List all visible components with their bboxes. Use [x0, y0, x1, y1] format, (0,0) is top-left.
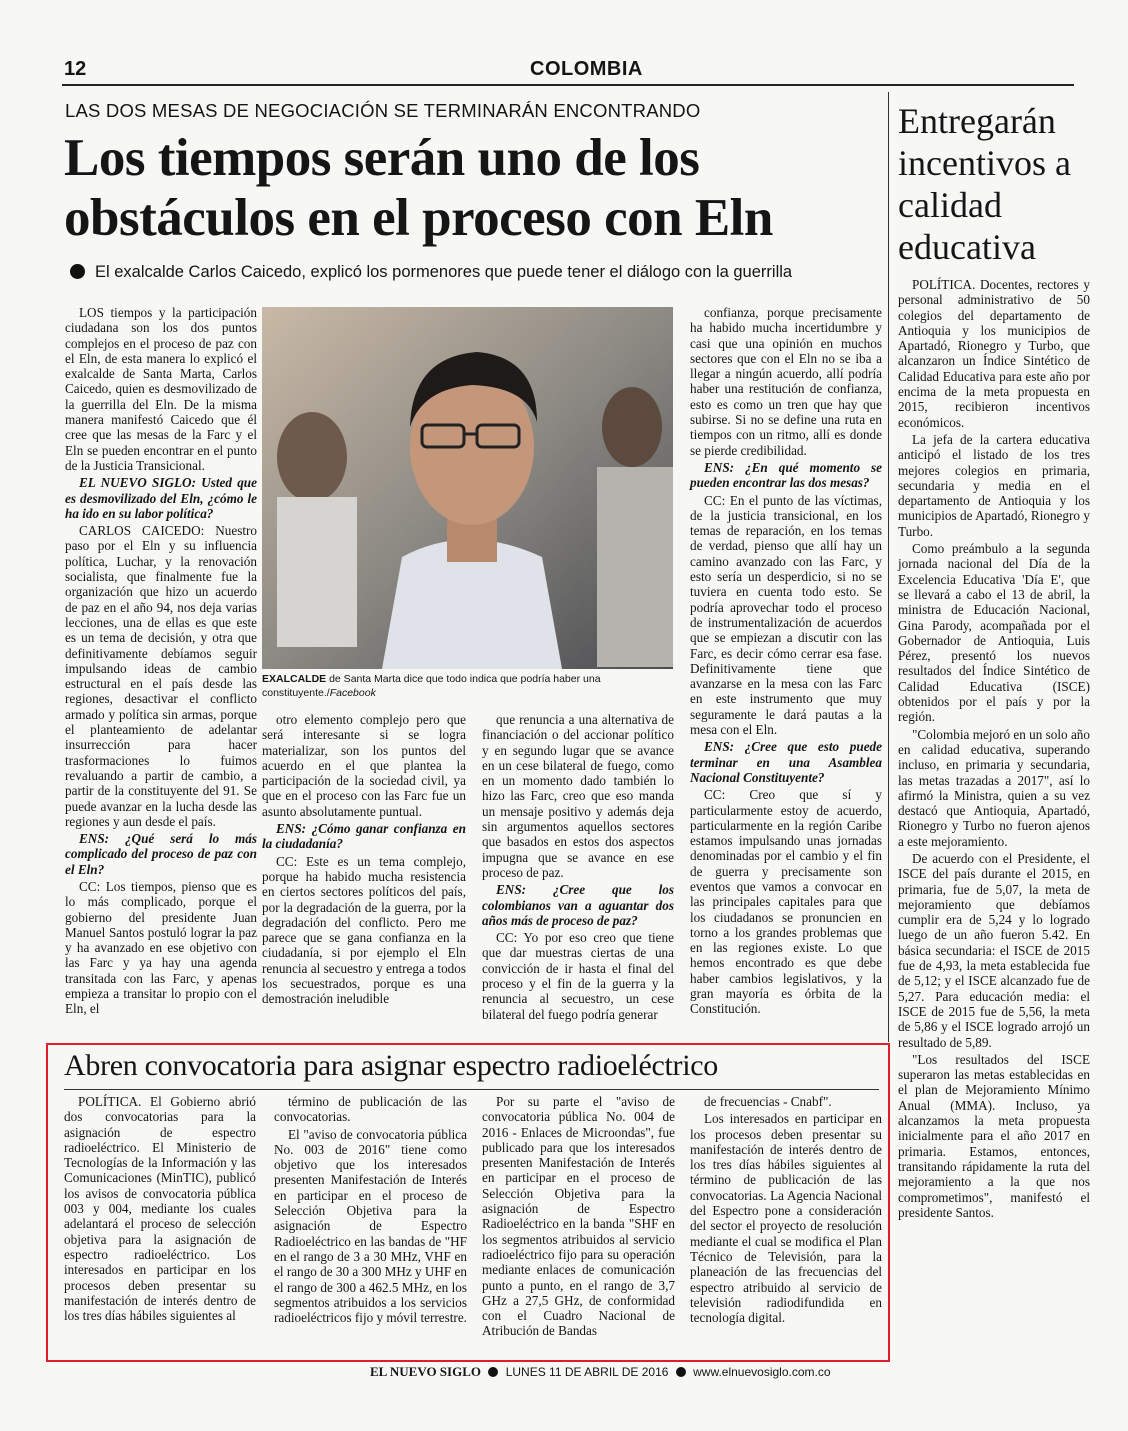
box-column-2 — [274, 1094, 467, 1327]
article-deck — [70, 263, 885, 282]
interview-question: EL NUEVO SIGLO: Usted que es desmovilizado del Eln, ¿cómo le ha ido en su labor política? — [65, 475, 257, 521]
caption-text: de Santa Marta dice que todo indica que podría haber una constituyente./ — [262, 673, 601, 699]
paragraph: El "aviso de convocatoria pública No. 003 de 2016" tiene como objetivo que los interesados presenten Manifestación de Interés en participar en el proceso de Selección Objetiva para la asignación de Espectro Radioeléctrico en las bandas de "HF en el rango de 3 a 30 MHz, VHF en el rango de 30 a 300 MHz y UHF en el rango de 300 a 462.5 MHz, en los segmentos atribuidos a los servicios radioeléctricos fijo y móvil terrestre. — [274, 1126, 468, 1326]
interview-question: ENS: ¿En qué momento se pueden encontrar las dos mesas? — [690, 459, 882, 491]
article-paragraph: CC: En el punto de las víctimas, de la justicia transicional, en los temas de reparación, en los temas de verdad, pienso que allí hay un camino avanzado con las Farc, y esto sería un desperdicio, si no se tuviera en cuenta todo esto. Se podría aprovechar todo el proceso de instrumentalización de acuerdos que se empiezan a discutir con las Farc, es decir cómo cerrar esa fase. Definitivamente tiene que avanzarse en la mesa con las Farc en este instrumento que muy seguramente le dará pautas a la mesa con el Eln. — [690, 492, 882, 738]
article-paragraph: que renuncia a una alternativa de financiación o del accionar político y en segundo lugar que se avance en un cese bilateral de fuego, como en un momento dado también lo hizo las Farc, creo que eso manda un mensaje positivo y además deja sin argumentos aquellos sectores que basados en estos dos aspectos impugna que se avance en ese proceso de paz. — [482, 712, 674, 880]
interview-question: ENS: ¿Cree que los colombianos van a aguantar dos años más de proceso de paz? — [482, 882, 674, 928]
article-headline: Los tiempos serán uno de los obstáculos en el proceso con Eln — [64, 129, 773, 247]
caption-credit: Facebook — [329, 687, 376, 699]
paragraph: término de publicación de las convocatorias. — [274, 1094, 467, 1125]
article-paragraph: CC: Los tiempos, pienso que es lo más complicado, porque el gobierno del presidente Juan Manuel Santos postuló lograr la paz y ha avanzado en ese objetivo con las Farc y ya hay una agenda transitada con las Farc, y apenas empieza a transitar lo propio con el Eln, el — [65, 878, 257, 1017]
article-kicker: LAS DOS MESAS DE NEGOCIACIÓN SE TERMINARÁN ENCONTRANDO — [65, 100, 701, 121]
box-paragraph: Por su parte el "aviso de convocatoria pública No. 004 de 2016 - Enlaces de Microondas", fue publicado para que los interesados presenten Manifestación de Interés en participar en el proceso de Selección Objetiva para la asignación de Espectro Radioeléctrico en la banda "SHF en los segmentos atribuidos al servicio radioeléctrico fijo para su operación mediante enlaces de comunicación punto a punto, en el rango de 3,7 GHz a 27,5 GHz, de conformidad con el Cuadro Nacional de Atribución de Bandas — [482, 1094, 675, 1339]
paragraph: "Colombia mejoró en un solo año en calidad educativa, superando incluso, en primaria y secundaria, las metas trazadas a 2017", así lo afirmó la Ministra, quien a su vez destacó que Antioquia, Apartadó, Rionegro y Turbo no fueron ajenos a este mejoramiento. — [898, 726, 1090, 849]
section-title: COLOMBIA — [530, 58, 643, 80]
box-column-3 — [482, 1094, 675, 1341]
article-column-4 — [690, 305, 882, 1019]
article-paragraph: CC: Yo por eso creo que tiene que dar muestras ciertas de una convicción de ir hasta el final del proceso y el fin de la guerra y la renuncia al secuestro, un cese bilateral del fuego podría generar — [482, 930, 674, 1022]
sidebar-body — [898, 277, 1090, 1222]
article-photo — [262, 307, 673, 669]
box-headline: Abren convocatoria para asignar espectro radioeléctrico — [64, 1049, 718, 1082]
footer — [370, 1364, 831, 1380]
footer-url: www.elnuevosiglo.com.co — [693, 1365, 831, 1379]
article-paragraph: confianza, porque precisamente ha habido mucha incertidumbre y casi que una opinión en muchos sectores que con el Eln no se iba a llegar a ningún acuerdo, allí podría haber una restitución de confianza, esto es como un tren que hay que subirse. Si no se define una ruta en tiempos con un ritmo, allí es donde se pierde credibilidad. — [690, 305, 882, 458]
article-paragraph: CC: Este es un tema complejo, porque ha habido mucha resistencia en ciertos sectores políticos del país, por la degradación de la guerra, por la degradación del conflicto. Pero me parece que se gana confianza en la ciudadanía, si por ejemplo el Eln renuncia al secuestro y entrega a todos los secuestrados, porque es una demostración ineludible — [262, 853, 466, 1007]
interview-question: ENS: ¿Cómo ganar confianza en la ciudadanía? — [262, 821, 466, 852]
article-paragraph: CC: Creo que sí y particularmente estoy de acuerdo, particularmente en la región Caribe estamos impulsando unas jornadas denominadas por el cambio y el fin de guerra y precisamente son eventos que vamos a convocar en las principales capitales para que los ciudadanos se pronuncien en torno a los grandes problemas que en las regiones existe. Lo que hemos encontrado es que debe haber cambios legislativos, y la gran mayoría es órbita de la Constitución. — [690, 787, 882, 1017]
portrait-image — [262, 307, 673, 669]
article-column-1 — [65, 305, 257, 1019]
bullet-icon — [488, 1367, 498, 1377]
paragraph: de frecuencias - Cnabf". — [704, 1094, 832, 1109]
article-column-2 — [262, 712, 466, 1009]
sidebar-headline: Entregarán incentivos a calidad educativa — [898, 101, 1071, 267]
paragraph: POLÍTICA. Docentes, rectores y personal administrativo de 50 colegios del departamento de Antioquia y los municipios de Apartadó, Rionegro y Turbo, que alcanzaron un Índice Sintético de Calidad Educativa para este año por encima de la meta propuesta en 2015, recibieron incentivos económicos. — [898, 277, 1090, 430]
article-column-3 — [482, 712, 674, 1024]
paragraph: La jefa de la cartera educativa anticipó el listado de los tres mejores colegios en primaria, secundaria y media en el departamento de Antioquia y los municipios de Apartadó, Rionegro y Turbo. — [898, 431, 1090, 539]
article-paragraph: LOS tiempos y la participación ciudadana son los dos puntos complejos en el proceso de paz con el Eln, de esta manera lo explicó el exalcalde de Santa Marta, Carlos Caicedo, quien es desmovilizado de la guerrilla del Eln. De la misma manera manifestó Caicedo que él cree que las mesas de la Farc y el Eln se pueden encontrar en el punto de la Justicia Transicional. — [65, 305, 257, 473]
photo-caption — [262, 672, 673, 700]
bullet-icon — [676, 1367, 686, 1377]
header-rule — [62, 84, 1074, 86]
box-paragraph: POLÍTICA. El Gobierno abrió dos convocatorias para la asignación de espectro radioeléctrico. El Ministerio de Tecnologías de la Información y las Comunicaciones (MinTIC), publicó los avisos de convocatoria pública 003 y 004, mediante los cuales adelantará el proceso de selección objetiva para la asignación de espectro radioeléctrico. Los interesados en participar en los procesos deben presentar su manifestación de interés dentro de los tres días hábiles siguientes al — [64, 1094, 256, 1324]
footer-logo: EL NUEVO SIGLO — [370, 1364, 481, 1379]
footer-date: LUNES 11 DE ABRIL DE 2016 — [505, 1365, 669, 1379]
paragraph: De acuerdo con el Presidente, el ISCE del país durante el 2015, en primaria, fue de 5,07, la meta de mejoramiento que debíamos cumplir era de 5,24 y lo logrado luego de un año fueron 5.42. En básica secundaria: el ISCE de 2015 fue de 4,93, la meta establecida fue de 5,12; y el ISCE alcanzado fue de 5,27. Para educación media: el ISCE de 2015 fue de 5,56, la meta de 5,86 y el ISCE logrado arrojó un resultado de 5,89. — [898, 850, 1090, 1050]
paragraph: "Los resultados del ISCE superaron las metas establecidas en el plan de Mejoramiento Mínimo Anual (MMA). Incluso, ya alcanzamos la meta propuesta inicialmente para el año 2017 en primaria. Estamos, entonces, transitando rápidamente la ruta del mejoramiento a la que nos comprometimos", manifestó el presidente Santos. — [898, 1051, 1090, 1220]
caption-lead: EXALCALDE — [262, 673, 327, 685]
page-number: 12 — [64, 58, 87, 80]
paragraph: Los interesados en participar en los procesos deben presentar su manifestación de interés dentro de los tres días hábiles siguientes al término de publicación de las convocatorias. La Agencia Nacional del Espectro pone a consideración del sector el proyecto de resolución mediante el cual se modifica el Plan Técnico de Televisión, para la planeación de las frecuencias del espectro atribuido al servicio de televisión radiodifundida en tecnología digital. — [690, 1111, 882, 1326]
interview-question: ENS: ¿Qué será lo más complicado del proceso de paz con el Eln? — [65, 831, 257, 877]
box-rule — [64, 1089, 879, 1090]
box-column-4 — [690, 1094, 882, 1327]
interview-question: ENS: ¿Cree que esto puede terminar en una Asamblea Nacional Constituyente? — [690, 739, 882, 785]
article-paragraph: otro elemento complejo pero que será interesante si se logra materializar, son los puntos del acuerdo en el que plantea la participación de la sociedad civil, ya que en el proceso con las Farc fue un asunto absolutamente puntual. — [262, 712, 466, 819]
bullet-icon — [70, 264, 85, 279]
deck-text: El exalcalde Carlos Caicedo, explicó los pormenores que puede tener el diálogo con la guerrilla — [95, 263, 793, 281]
paragraph: Como preámbulo a la segunda jornada nacional del Día de la Excelencia Educativa 'Día E', que se llevará a cabo el 13 de abril, la ministra de Educación Nacional, Gina Parody, acompañada por el Gobernador de Antioquia, Luis Pérez, presentó los nuevos resultados del Índice Sintético de Calidad Educativa (ISCE) obtenidos por el país y por la región. — [898, 541, 1090, 725]
box-column-1 — [64, 1094, 256, 1325]
column-divider — [888, 92, 889, 1042]
article-paragraph: CARLOS CAICEDO: Nuestro paso por el Eln y su influencia política, Luchar, y la renovación socialista, que finalmente fue la organización que hizo un acuerdo de paz en el año 94, nos deja varias lecciones, una de ellas es que este es un tema de decisión, y otra que definitivamente debíamos seguir impulsando ideas de cambio estructural en el país desde las regiones, desactivar el conflicto armado y política sin armas, porque el planteamiento de adelantar insurrección para hacer trasformaciones lo fuimos revaluando a partir de cambio, a partir de la constituyente del 91. Se puede avanzar en la lucha desde las regiones y aun desde el país. — [65, 523, 257, 829]
